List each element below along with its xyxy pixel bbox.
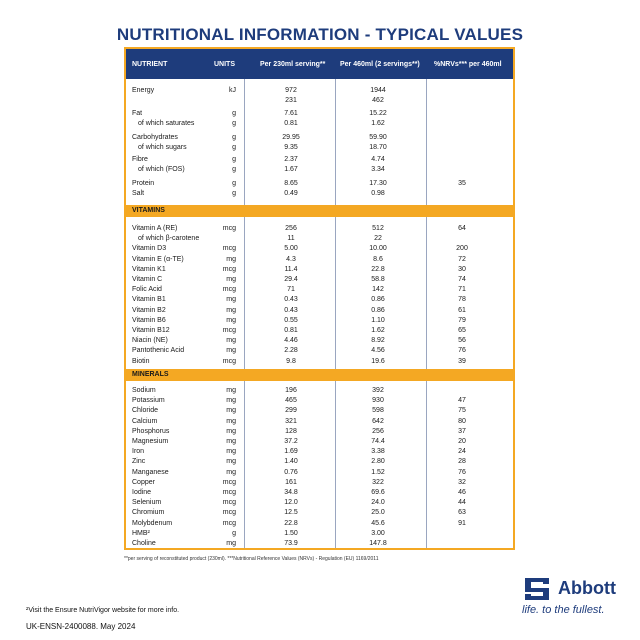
abbott-logo-mark bbox=[522, 576, 552, 602]
nutrient-unit: mg bbox=[226, 255, 236, 263]
value-nrv: 56 bbox=[458, 337, 466, 345]
table-row bbox=[126, 539, 513, 549]
value-nrv: 76 bbox=[458, 468, 466, 476]
value-per230: 196 bbox=[285, 387, 297, 394]
nutrient-unit: mcg bbox=[222, 225, 236, 232]
value-nrv: 32 bbox=[458, 478, 466, 486]
nutrient-name: Folic Acid bbox=[132, 286, 162, 294]
value-per230: 972 bbox=[285, 87, 297, 94]
nutrient-name: Molybdenum bbox=[132, 519, 173, 527]
value-per460: 8.6 bbox=[373, 255, 383, 263]
table-row bbox=[126, 346, 513, 356]
value-per230: 0.76 bbox=[284, 468, 298, 476]
nutrient-name: Selenium bbox=[132, 499, 162, 507]
value-per230: 0.43 bbox=[284, 306, 298, 314]
table-row bbox=[126, 189, 513, 199]
table-row bbox=[126, 224, 513, 234]
table-row bbox=[126, 336, 513, 346]
table-row bbox=[126, 437, 513, 447]
table-row bbox=[126, 119, 513, 129]
value-per230: 1.69 bbox=[284, 448, 298, 456]
value-per230: 11 bbox=[287, 235, 295, 243]
value-nrv: 28 bbox=[458, 458, 466, 466]
value-nrv: 30 bbox=[458, 265, 466, 273]
logo-tagline: life. to the fullest. bbox=[522, 604, 605, 616]
value-nrv: 91 bbox=[458, 519, 466, 527]
table-row bbox=[126, 529, 513, 539]
nutrient-name: Chromium bbox=[132, 509, 165, 517]
value-per460: 3.00 bbox=[371, 529, 385, 537]
nutrient-name: Vitamin B12 bbox=[132, 327, 170, 334]
nutrient-unit: g bbox=[232, 144, 236, 151]
value-per460: 17.30 bbox=[369, 180, 387, 187]
table-row bbox=[126, 255, 513, 265]
nutrient-name: Vitamin K1 bbox=[132, 265, 166, 273]
table-row bbox=[126, 295, 513, 305]
nutrient-name: Sodium bbox=[132, 387, 156, 394]
value-per460: 4.74 bbox=[371, 156, 385, 163]
value-per230: 0.81 bbox=[284, 120, 298, 127]
value-per460: 25.0 bbox=[371, 509, 385, 517]
nutrient-unit: g bbox=[232, 120, 236, 127]
value-per460: 147.8 bbox=[369, 540, 387, 547]
value-per230: 2.28 bbox=[284, 347, 298, 355]
nutrient-name: of which (FOS) bbox=[138, 166, 185, 173]
value-per460: 45.6 bbox=[371, 519, 385, 527]
nutrient-unit: mg bbox=[226, 387, 236, 394]
value-per460: 1.62 bbox=[371, 120, 385, 127]
footnote: **per serving of reconstituted product (230ml). ***Nutritional Reference Values (NRVs) - Regulation (EU) 1169/2011 bbox=[124, 556, 379, 562]
nutrient-name: Iodine bbox=[132, 489, 152, 496]
nutrient-unit: mg bbox=[226, 427, 236, 435]
nutrient-unit: mg bbox=[226, 407, 236, 415]
vitamins-band-label: VITAMINS bbox=[132, 207, 165, 214]
value-per460: 74.4 bbox=[371, 438, 385, 445]
nutrient-unit: g bbox=[232, 156, 236, 163]
nutrient-unit: g bbox=[232, 134, 236, 141]
header-units: UNITS bbox=[214, 61, 235, 68]
value-per230: 34.8 bbox=[284, 489, 298, 496]
table-row bbox=[126, 265, 513, 275]
nutrient-unit: g bbox=[232, 180, 236, 187]
nutrient-name: Magnesium bbox=[132, 438, 169, 445]
table-row bbox=[126, 109, 513, 119]
nutrient-name: Carbohydrates bbox=[132, 134, 178, 141]
nutrient-unit: mcg bbox=[222, 489, 236, 496]
value-per230: 12.0 bbox=[284, 499, 298, 507]
value-per460: 0.86 bbox=[371, 296, 385, 304]
nutrient-unit: g bbox=[232, 190, 236, 197]
header-nutrient: NUTRIENT bbox=[132, 61, 168, 68]
value-nrv: 46 bbox=[458, 489, 466, 496]
value-per460: 1.52 bbox=[371, 468, 385, 476]
value-nrv: 65 bbox=[458, 327, 466, 334]
nutrient-unit: mg bbox=[226, 316, 236, 324]
table-row bbox=[126, 133, 513, 143]
value-per460: 59.90 bbox=[369, 134, 387, 141]
table-row bbox=[126, 519, 513, 529]
value-nrv: 35 bbox=[458, 180, 466, 187]
nutrient-unit: mcg bbox=[222, 478, 236, 486]
minerals-band bbox=[126, 369, 513, 381]
table-row bbox=[126, 96, 513, 106]
value-nrv: 71 bbox=[458, 286, 466, 294]
value-per230: 465 bbox=[285, 397, 297, 405]
nutrient-unit: mcg bbox=[222, 286, 236, 294]
value-per230: 22.8 bbox=[284, 519, 298, 527]
value-per460: 18.70 bbox=[369, 144, 387, 151]
value-per460: 1.10 bbox=[371, 316, 385, 324]
table-row bbox=[126, 306, 513, 316]
header-nrv: %NRVs*** per 460ml bbox=[434, 61, 502, 68]
nutrition-table bbox=[124, 47, 515, 550]
value-per460: 1.62 bbox=[371, 327, 385, 334]
nutrient-unit: mg bbox=[226, 397, 236, 405]
table-row bbox=[126, 316, 513, 326]
value-nrv: 61 bbox=[458, 306, 466, 314]
table-row bbox=[126, 357, 513, 367]
nutrient-name: Pantothenic Acid bbox=[132, 347, 185, 355]
value-per230: 299 bbox=[285, 407, 297, 415]
value-per460: 24.0 bbox=[371, 499, 385, 507]
nutrient-unit: mg bbox=[226, 448, 236, 456]
nutrient-name: Fibre bbox=[132, 156, 148, 163]
value-per460: 69.6 bbox=[371, 489, 385, 496]
nutrient-unit: g bbox=[232, 166, 236, 173]
value-nrv: 75 bbox=[458, 407, 466, 415]
nutrient-unit: mcg bbox=[222, 509, 236, 517]
value-per460: 8.92 bbox=[371, 337, 385, 345]
nutrient-name: Biotin bbox=[132, 357, 150, 365]
value-nrv: 80 bbox=[458, 417, 466, 425]
value-per230: 4.46 bbox=[284, 337, 298, 345]
nutrient-unit: mcg bbox=[222, 499, 236, 507]
table-row bbox=[126, 285, 513, 295]
table-row bbox=[126, 396, 513, 406]
value-per230: 7.61 bbox=[284, 110, 298, 117]
nutrient-unit: mg bbox=[226, 296, 236, 304]
table-row bbox=[126, 244, 513, 254]
value-per460: 3.34 bbox=[371, 166, 385, 173]
nutrient-name: Vitamin A (RE) bbox=[132, 225, 178, 232]
value-per460: 642 bbox=[372, 417, 384, 425]
value-per230: 0.49 bbox=[284, 190, 298, 197]
value-nrv: 78 bbox=[458, 296, 466, 304]
value-per230: 1.40 bbox=[284, 458, 298, 466]
nutrient-unit: mg bbox=[226, 417, 236, 425]
nutrient-name: HMB² bbox=[132, 529, 150, 537]
table-row bbox=[126, 478, 513, 488]
value-per460: 930 bbox=[372, 397, 384, 405]
nutrient-name: Fat bbox=[132, 110, 143, 117]
nutrient-name: Copper bbox=[132, 478, 155, 486]
value-per460: 15.22 bbox=[369, 110, 387, 117]
table-row bbox=[126, 143, 513, 153]
table-row bbox=[126, 488, 513, 498]
nutrient-unit: mg bbox=[226, 306, 236, 314]
nutrient-name: Zinc bbox=[132, 458, 146, 466]
header-per460: Per 460ml (2 servings**) bbox=[340, 61, 420, 68]
value-per230: 29.4 bbox=[284, 276, 298, 283]
value-per460: 58.8 bbox=[371, 276, 385, 283]
value-per460: 142 bbox=[372, 286, 384, 294]
nutrient-name: of which β-carotene bbox=[138, 235, 200, 243]
value-per230: 0.81 bbox=[284, 327, 298, 334]
nutrient-name: Vitamin E (α-TE) bbox=[132, 255, 184, 263]
value-nrv: 47 bbox=[458, 397, 466, 405]
table-row bbox=[126, 155, 513, 165]
value-per230: 37.2 bbox=[284, 438, 298, 445]
table-row bbox=[126, 457, 513, 467]
value-per230: 4.3 bbox=[286, 255, 296, 263]
value-per460: 22 bbox=[374, 235, 382, 243]
value-per230: 12.5 bbox=[284, 509, 298, 517]
table-row bbox=[126, 234, 513, 244]
table-row bbox=[126, 508, 513, 518]
value-per230: 161 bbox=[285, 478, 297, 486]
value-per460: 3.38 bbox=[371, 448, 385, 456]
table-row bbox=[126, 427, 513, 437]
table-row bbox=[126, 406, 513, 416]
value-per460: 256 bbox=[372, 427, 384, 435]
abbott-logo bbox=[522, 574, 622, 624]
value-nrv: 74 bbox=[458, 276, 466, 283]
nutrient-name: Protein bbox=[132, 180, 155, 187]
table-row bbox=[126, 386, 513, 396]
nutrient-name: of which saturates bbox=[138, 120, 195, 127]
value-per460: 0.98 bbox=[371, 190, 385, 197]
header-per230: Per 230ml serving** bbox=[260, 61, 326, 68]
value-per230: 231 bbox=[285, 97, 297, 104]
table-row bbox=[126, 179, 513, 189]
value-nrv: 44 bbox=[458, 499, 466, 507]
nutrient-name: Potassium bbox=[132, 397, 165, 405]
value-per230: 29.95 bbox=[282, 134, 300, 141]
table-row bbox=[126, 417, 513, 427]
value-per230: 9.35 bbox=[284, 144, 298, 151]
value-nrv: 76 bbox=[458, 347, 466, 355]
nutrient-unit: mcg bbox=[222, 357, 236, 365]
nutrient-unit: mcg bbox=[222, 245, 236, 253]
table-row bbox=[126, 447, 513, 457]
nutrient-name: Vitamin C bbox=[132, 276, 163, 283]
nutrient-name: Vitamin B6 bbox=[132, 316, 166, 324]
value-per230: 1.67 bbox=[284, 166, 298, 173]
nutrient-unit: mg bbox=[226, 347, 236, 355]
value-per230: 321 bbox=[285, 417, 297, 425]
value-per230: 0.43 bbox=[284, 296, 298, 304]
visit-note: ²Visit the Ensure NutriVigor website for more info. bbox=[26, 607, 180, 614]
nutrient-name: Iron bbox=[132, 448, 145, 456]
nutrient-unit: mg bbox=[226, 468, 236, 476]
value-per230: 0.55 bbox=[284, 316, 298, 324]
nutrient-name: Manganese bbox=[132, 468, 169, 476]
nutrient-unit: g bbox=[232, 110, 236, 117]
nutrient-name: Vitamin B1 bbox=[132, 296, 166, 304]
nutrient-name: Energy bbox=[132, 87, 155, 94]
table-row bbox=[126, 498, 513, 508]
nutrient-name: Choline bbox=[132, 540, 156, 547]
nutrient-unit: mg bbox=[226, 438, 236, 445]
table-row bbox=[126, 165, 513, 175]
table-header bbox=[126, 49, 513, 79]
nutrient-unit: mcg bbox=[222, 327, 236, 334]
value-per460: 0.86 bbox=[371, 306, 385, 314]
value-nrv: 20 bbox=[458, 438, 466, 445]
value-per460: 392 bbox=[372, 387, 384, 394]
vitamins-band bbox=[126, 205, 513, 217]
value-nrv: 79 bbox=[458, 316, 466, 324]
value-per230: 9.8 bbox=[286, 357, 296, 365]
nutrient-unit: kJ bbox=[229, 87, 236, 94]
value-nrv: 200 bbox=[456, 245, 468, 253]
nutrient-name: Calcium bbox=[132, 417, 158, 425]
value-per230: 8.65 bbox=[284, 180, 298, 187]
value-nrv: 64 bbox=[458, 225, 466, 232]
value-per230: 73.9 bbox=[284, 540, 298, 547]
value-nrv: 72 bbox=[458, 255, 466, 263]
nutrient-unit: mcg bbox=[222, 265, 236, 273]
value-per230: 1.50 bbox=[284, 529, 298, 537]
nutrient-unit: mg bbox=[226, 337, 236, 345]
value-per460: 19.6 bbox=[371, 357, 385, 365]
nutrient-name: of which sugars bbox=[138, 144, 187, 151]
value-nrv: 37 bbox=[458, 427, 466, 435]
value-per230: 256 bbox=[285, 225, 297, 232]
nutrient-name: Vitamin B2 bbox=[132, 306, 166, 314]
value-per230: 128 bbox=[285, 427, 297, 435]
value-per460: 4.56 bbox=[371, 347, 385, 355]
nutrient-unit: mg bbox=[226, 276, 236, 283]
nutrient-name: Salt bbox=[132, 190, 145, 197]
table-row bbox=[126, 468, 513, 478]
logo-brand: Abbott bbox=[558, 578, 616, 598]
nutrient-name: Niacin (NE) bbox=[132, 337, 168, 345]
value-nrv: 39 bbox=[458, 357, 466, 365]
value-per460: 10.00 bbox=[369, 245, 387, 253]
minerals-band-label: MINERALS bbox=[132, 371, 169, 378]
nutrient-name: Chloride bbox=[132, 407, 159, 415]
value-nrv: 63 bbox=[458, 509, 466, 517]
value-per230: 5.00 bbox=[284, 245, 298, 253]
nutrient-unit: mg bbox=[226, 540, 236, 547]
value-per460: 1944 bbox=[370, 87, 386, 94]
nutrient-unit: mcg bbox=[222, 519, 236, 527]
nutrient-name: Phosphorus bbox=[132, 427, 170, 435]
value-per460: 598 bbox=[372, 407, 384, 415]
nutrient-unit: mg bbox=[226, 458, 236, 466]
value-per460: 462 bbox=[372, 97, 384, 104]
value-per460: 512 bbox=[372, 225, 384, 232]
table-row bbox=[126, 275, 513, 285]
table-row bbox=[126, 86, 513, 96]
table-row bbox=[126, 326, 513, 336]
nutrient-name: Vitamin D3 bbox=[132, 245, 167, 253]
reference-code: UK-ENSN-2400088. May 2024 bbox=[26, 622, 136, 631]
value-per230: 71 bbox=[287, 286, 295, 294]
value-per230: 11.4 bbox=[284, 265, 298, 273]
value-per460: 2.80 bbox=[371, 458, 385, 466]
value-per230: 2.37 bbox=[284, 156, 298, 163]
nutrient-unit: g bbox=[232, 529, 236, 537]
value-per460: 22.8 bbox=[371, 265, 385, 273]
page-title: NUTRITIONAL INFORMATION - TYPICAL VALUES bbox=[116, 25, 524, 44]
value-nrv: 24 bbox=[458, 448, 466, 456]
value-per460: 322 bbox=[372, 478, 384, 486]
